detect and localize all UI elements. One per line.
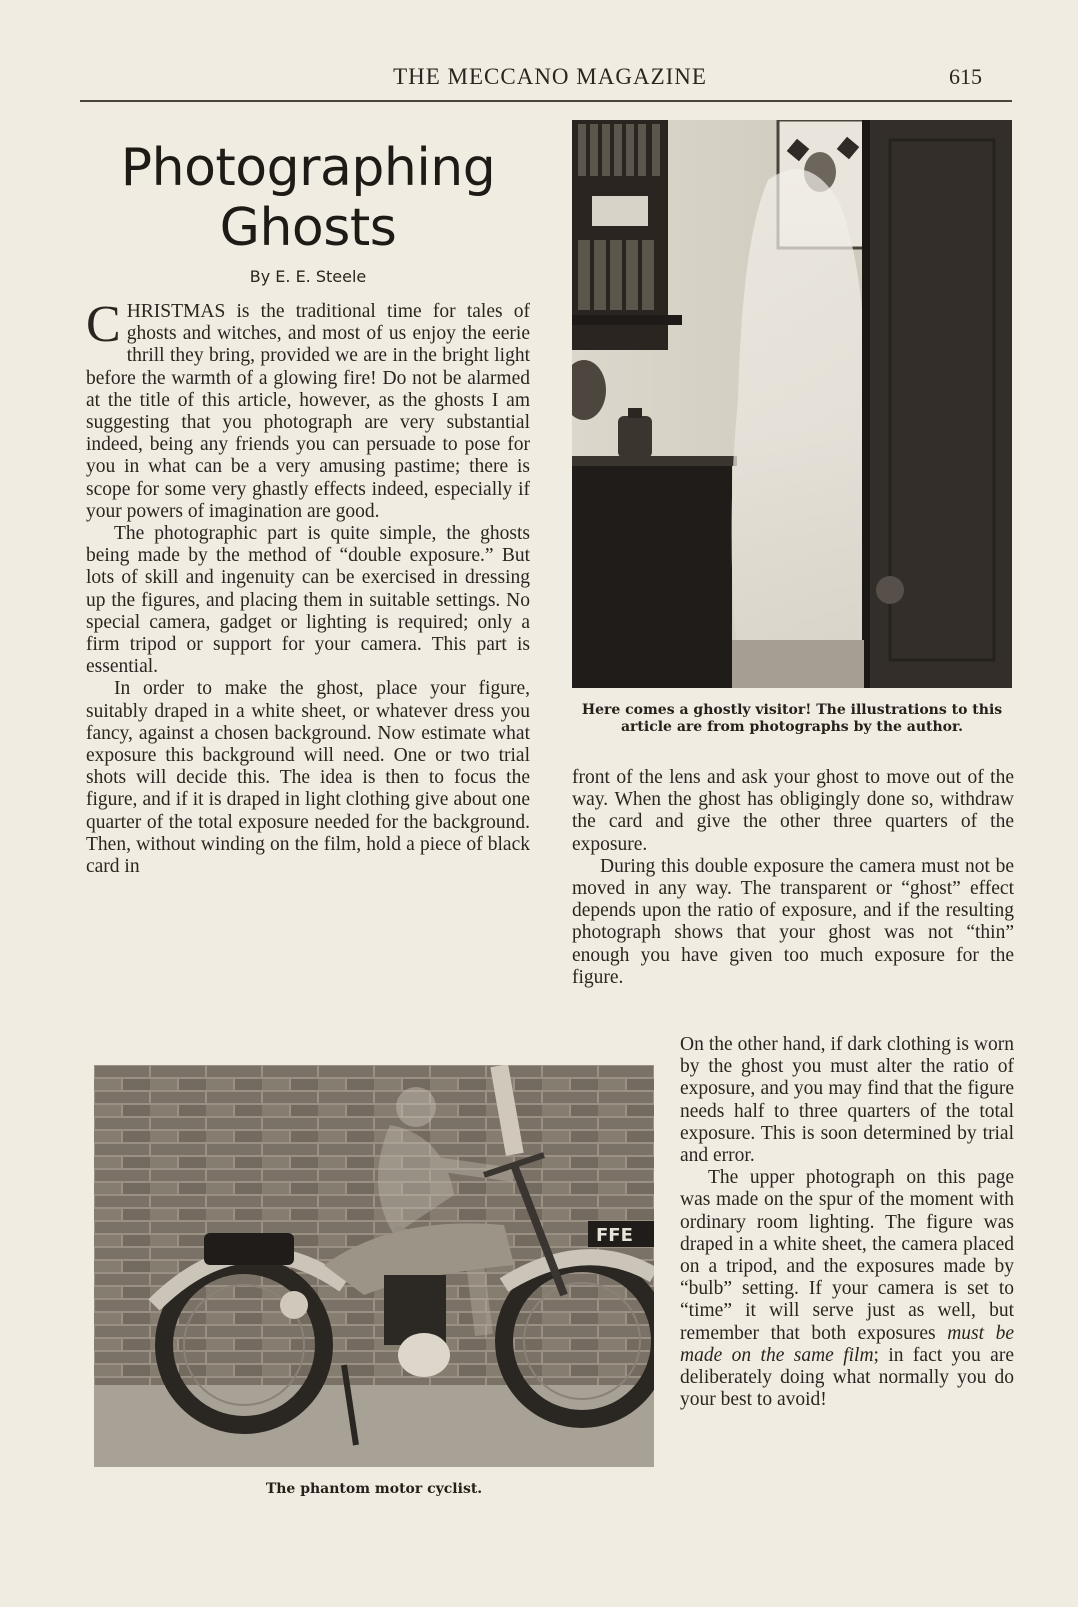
motorcycle-photograph bbox=[94, 1065, 654, 1467]
paragraph-4b: On the other hand, if dark clothing is worn by the ghost you must alter the ratio of exposure, and you may find that the figure needs half to three quarters of the total exposure. This is soon determined by trial and error. bbox=[680, 1034, 1014, 1167]
paragraph-5-emphasis: must be made on the same film bbox=[680, 1322, 1014, 1366]
page-number: 615 bbox=[949, 64, 982, 89]
column-right-lower bbox=[680, 1034, 1014, 1411]
drop-cap: C bbox=[86, 296, 121, 353]
motorcycle-photo-illustration bbox=[94, 1065, 654, 1467]
header-rule bbox=[80, 100, 1012, 102]
paragraph-4a: During this double exposure the camera must not be moved in any way. The transparent or “ghost” effect depends upon the ratio of exposure, and if the resulting photograph shows that your ghost was not “thin” enough you have given too much exposure for the figure. bbox=[572, 855, 1014, 988]
ghost-photograph bbox=[572, 120, 1012, 688]
motorcycle-photo-caption: The phantom motor cyclist. bbox=[265, 1481, 483, 1497]
paragraph-5-end: ; in fact you are deliberately doing what normally you do your best to avoid! bbox=[680, 1344, 1014, 1411]
paragraph-1-text: HRISTMAS is the traditional time for tales of ghosts and witches, and most of us enjoy the eerie thrill they bring, provided we are in the bright light before the warmth of a glowing fire! Do not be alarmed at the title of this article, however, as the ghosts I am suggesting that you photograph are very substantial indeed, being any friends you can persuade to pose for you in what can be a very amusing pastime; there is scope for some very ghastly effects indeed, especially if your powers of imagination are good. bbox=[86, 301, 530, 522]
paragraph-1 bbox=[86, 296, 530, 523]
byline: By E. E. Steele bbox=[249, 267, 367, 286]
running-head bbox=[80, 64, 1012, 94]
paragraph-5 bbox=[680, 1167, 1014, 1411]
column-right-upper bbox=[572, 767, 1014, 989]
article-title bbox=[86, 138, 530, 258]
paragraph-5-start: The upper photograph on this page was made on the spur of the moment with ordinary room lighting. The figure was draped in a white sheet, the camera placed on a tripod, and the exposures made by “bulb” setting. If your camera is set to “time” it will serve just as well, but remember that both exposures bbox=[680, 1167, 1014, 1344]
title-line-1: Photographing bbox=[120, 138, 496, 198]
ghost-photo-illustration bbox=[572, 120, 1012, 688]
ghost-photo-caption: Here comes a ghostly visitor! The illustrations to this article are from photographs by the author. bbox=[581, 702, 1003, 735]
paragraph-3: In order to make the ghost, place your figure, suitably draped in a white sheet, or whatever dress you fancy, against a chosen background. Now estimate what exposure this background will need. One or two trial shots will decide this. The idea is then to focus the figure, and if it is draped in light clothing give about one quarter of the total exposure needed for the background. Then, without winding on the film, hold a piece of black card in bbox=[86, 678, 530, 878]
number-plate-text: FFE bbox=[596, 1225, 633, 1246]
title-line-2: Ghosts bbox=[219, 198, 397, 258]
paragraph-3-continued: front of the lens and ask your ghost to move out of the way. When the ghost has obligingly done so, withdraw the card and give the other three quarters of the exposure. bbox=[572, 767, 1014, 855]
magazine-title: THE MECCANO MAGAZINE bbox=[393, 64, 707, 89]
paragraph-2: The photographic part is quite simple, the ghosts being made by the method of “double exposure.” But lots of skill and ingenuity can be exercised in dressing up the figures, and placing them in suitable settings. No special camera, gadget or lighting is required; only a firm tripod or support for your camera. This part is essential. bbox=[86, 523, 530, 678]
column-left bbox=[86, 296, 530, 878]
